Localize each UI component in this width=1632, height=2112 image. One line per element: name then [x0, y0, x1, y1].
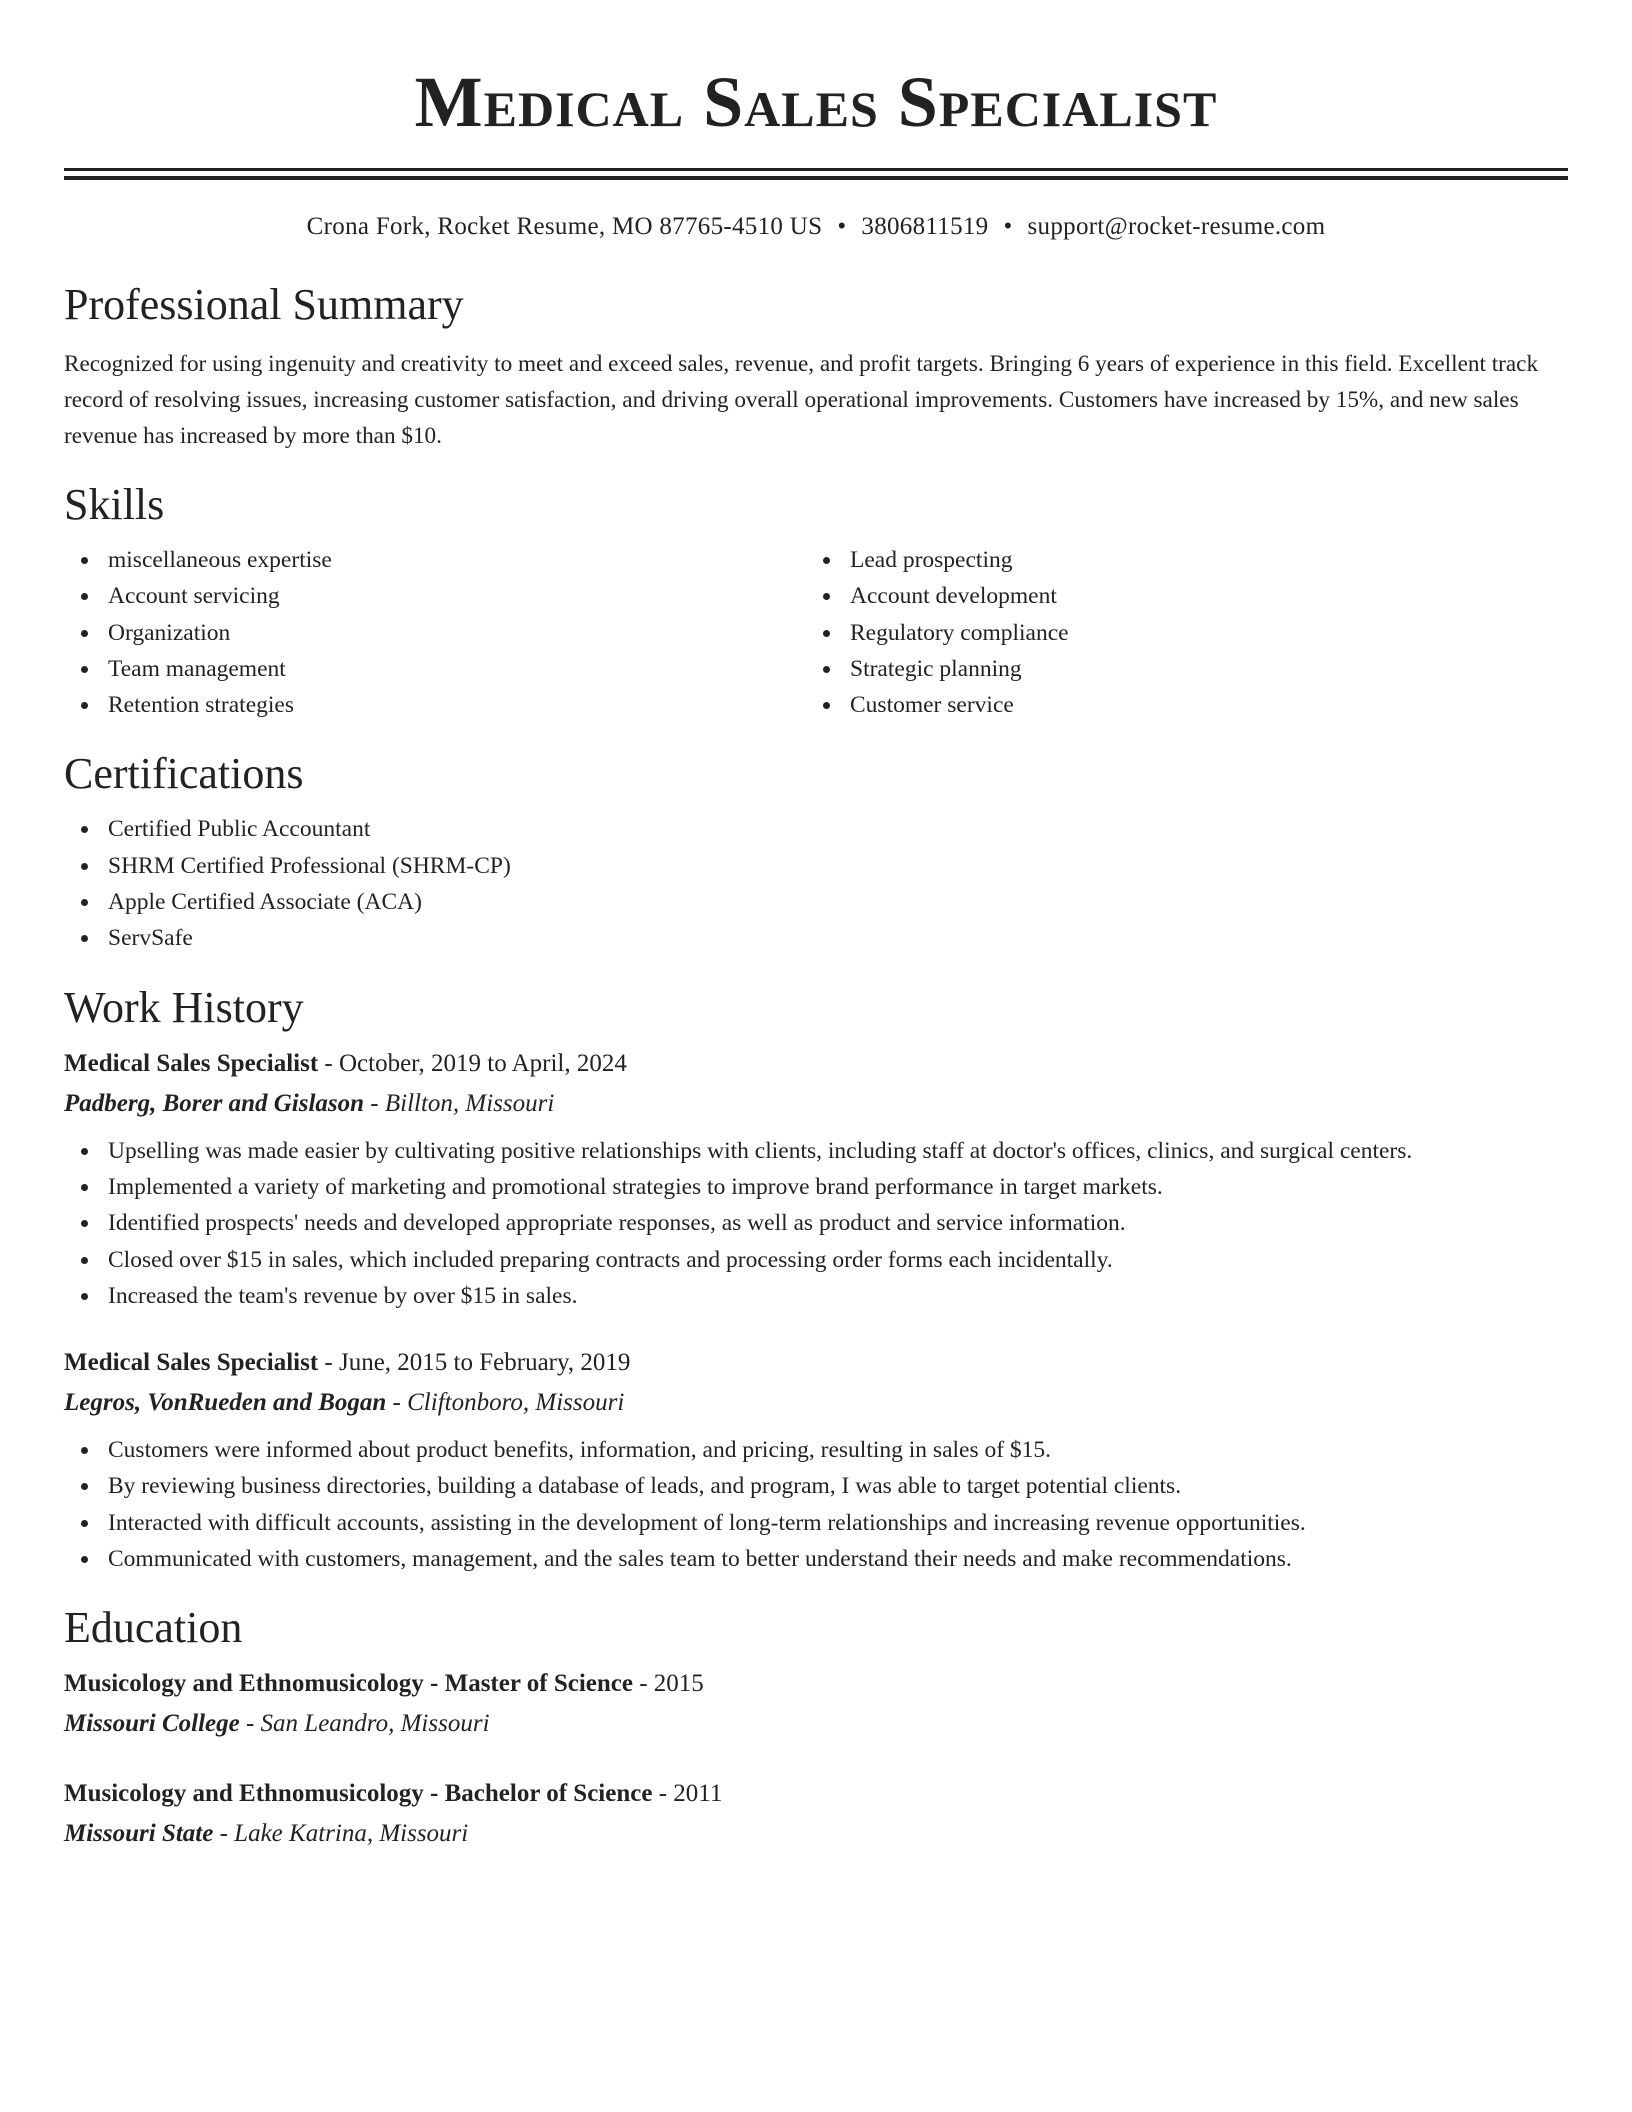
- bullet-icon: [823, 702, 830, 709]
- list-item: [64, 1242, 1568, 1278]
- job-entry: [64, 1049, 1568, 1314]
- job-bullets: [64, 1432, 1568, 1577]
- education-degree: Musicology and Ethnomusicology - Bachelor of Science: [64, 1780, 653, 1808]
- bullet-icon: [823, 593, 830, 600]
- education-year: - 2015: [632, 1670, 704, 1698]
- education-school-line: [64, 1819, 1568, 1849]
- list-item: [806, 578, 1548, 614]
- list-item: [64, 884, 1568, 920]
- list-item: [64, 651, 806, 687]
- education-entry: [64, 1669, 1568, 1739]
- job-bullet-text: Closed over $15 in sales, which included preparing contracts and processing order forms each incidentally.: [108, 1246, 1113, 1273]
- work-history-section: [64, 983, 1568, 1578]
- section-heading-education: Education: [64, 1603, 243, 1653]
- job-company: Legros, VonRueden and Bogan: [64, 1389, 387, 1417]
- job-bullet-text: Identified prospects' needs and developed appropriate responses, as well as product and service information.: [108, 1210, 1126, 1237]
- list-item: [64, 578, 806, 614]
- section-heading-summary: Professional Summary: [64, 280, 464, 329]
- list-item: [64, 1133, 1568, 1169]
- job-dates: - October, 2019 to April, 2024: [318, 1049, 627, 1077]
- title-divider: [64, 168, 1568, 180]
- resume-title: Medical Sales Specialist: [414, 62, 1218, 142]
- contact-email: support@rocket-resume.com: [1027, 213, 1326, 240]
- skills-list-left: [64, 542, 806, 723]
- summary-section: [64, 280, 1568, 454]
- education-school: Missouri State: [64, 1820, 214, 1848]
- job-dates: - June, 2015 to February, 2019: [318, 1349, 631, 1377]
- job-company: Padberg, Borer and Gislason: [64, 1089, 365, 1117]
- skills-column-right: [806, 542, 1548, 723]
- job-bullet-text: Communicated with customers, management, and the sales team to better understand their needs and make recommendations.: [108, 1546, 1292, 1573]
- skill-label: Retention strategies: [108, 692, 294, 719]
- education-school-line: [64, 1709, 1568, 1739]
- bullet-icon: [81, 1447, 88, 1454]
- contact-line: [64, 212, 1568, 242]
- list-item: [806, 542, 1548, 578]
- list-item: [64, 1278, 1568, 1314]
- list-item: [64, 687, 806, 723]
- list-item: [64, 1505, 1568, 1541]
- job-bullet-text: Interacted with difficult accounts, assisting in the development of long-term relationships and increasing revenue opportunities.: [108, 1509, 1306, 1536]
- list-item: [64, 1169, 1568, 1205]
- job-company-line: [64, 1388, 1568, 1418]
- job-location: - Billton, Missouri: [364, 1089, 555, 1117]
- job-bullet-text: Upselling was made easier by cultivating positive relationships with clients, including staff at doctor's offices, clinics, and surgical centers.: [108, 1137, 1413, 1164]
- education-degree-line: [64, 1669, 1568, 1699]
- education-section: [64, 1603, 1568, 1849]
- education-degree: Musicology and Ethnomusicology - Master of Science: [64, 1670, 633, 1698]
- job-company-line: [64, 1089, 1568, 1119]
- bullet-icon: [81, 826, 88, 833]
- bullet-icon: [81, 1520, 88, 1527]
- list-item: [64, 1468, 1568, 1504]
- job-location: - Cliftonboro, Missouri: [386, 1389, 625, 1417]
- job-bullets: [64, 1133, 1568, 1314]
- contact-phone: 3806811519: [861, 213, 989, 240]
- skill-label: Team management: [108, 655, 286, 682]
- bullet-icon: [823, 630, 830, 637]
- section-heading-certifications: Certifications: [64, 749, 304, 799]
- certifications-list: [64, 811, 1568, 956]
- education-location: - San Leandro, Missouri: [239, 1710, 490, 1738]
- certification-label: Certified Public Accountant: [108, 816, 371, 843]
- skill-label: Customer service: [850, 692, 1014, 719]
- certification-label: ServSafe: [108, 925, 193, 952]
- list-item: [64, 542, 806, 578]
- skill-label: Organization: [108, 619, 231, 646]
- skills-section: [64, 480, 1568, 723]
- list-item: [64, 848, 1568, 884]
- education-school: Missouri College: [64, 1710, 240, 1738]
- contact-address: Crona Fork, Rocket Resume, MO 87765-4510 US: [306, 213, 823, 240]
- job-bullet-text: Increased the team's revenue by over $15 in sales.: [108, 1282, 578, 1309]
- skill-label: miscellaneous expertise: [108, 547, 332, 573]
- bullet-icon: [81, 1220, 88, 1227]
- job-role: Medical Sales Specialist: [64, 1049, 319, 1077]
- skill-label: Lead prospecting: [850, 547, 1013, 573]
- education-location: - Lake Katrina, Missouri: [213, 1820, 469, 1848]
- list-item: [64, 615, 806, 651]
- bullet-icon: [81, 899, 88, 906]
- certifications-section: [64, 749, 1568, 956]
- bullet-icon: [81, 1483, 88, 1490]
- skills-list-right: [806, 542, 1548, 723]
- education-year: - 2011: [652, 1780, 723, 1808]
- certification-label: SHRM Certified Professional (SHRM-CP): [108, 852, 511, 879]
- job-role: Medical Sales Specialist: [64, 1349, 319, 1377]
- skills-column-left: [64, 542, 806, 723]
- education-entry: [64, 1779, 1568, 1849]
- list-item: [64, 1541, 1568, 1577]
- list-item: [806, 687, 1548, 723]
- bullet-icon: [81, 1556, 88, 1563]
- bullet-icon: [81, 593, 88, 600]
- bullet-icon: [823, 557, 830, 564]
- job-title-line: [64, 1348, 1568, 1378]
- contact-separator: •: [1003, 213, 1013, 240]
- list-item: [64, 920, 1568, 956]
- list-item: [806, 615, 1548, 651]
- bullet-icon: [81, 863, 88, 870]
- section-heading-skills: Skills: [64, 480, 165, 529]
- skill-label: Account development: [850, 583, 1057, 610]
- job-entry: [64, 1348, 1568, 1577]
- bullet-icon: [81, 1293, 88, 1300]
- bullet-icon: [81, 1148, 88, 1155]
- list-item: [64, 1205, 1568, 1241]
- contact-separator: •: [837, 213, 847, 240]
- summary-text: Recognized for using ingenuity and creativity to meet and exceed sales, revenue, and profit targets. Bringing 6 years of experience in this field. Excellent track record of resolving issues, increasing customer satisfaction, and driving overall operational improvements. Customers have increased by 15%, and new sales revenue has increased by more than $10.: [64, 351, 1539, 449]
- list-item: [64, 1432, 1568, 1468]
- bullet-icon: [81, 630, 88, 637]
- bullet-icon: [81, 557, 88, 564]
- list-item: [806, 651, 1548, 687]
- bullet-icon: [823, 666, 830, 673]
- skill-label: Strategic planning: [850, 655, 1022, 682]
- certification-label: Apple Certified Associate (ACA): [108, 889, 422, 916]
- bullet-icon: [81, 1184, 88, 1191]
- section-heading-work-history: Work History: [64, 982, 304, 1032]
- skill-label: Regulatory compliance: [850, 619, 1069, 646]
- bullet-icon: [81, 702, 88, 709]
- bullet-icon: [81, 666, 88, 673]
- list-item: [64, 811, 1568, 847]
- bullet-icon: [81, 1257, 88, 1264]
- job-title-line: [64, 1049, 1568, 1079]
- job-bullet-text: By reviewing business directories, building a database of leads, and program, I was able to target potential clients.: [108, 1473, 1182, 1500]
- resume-page: [64, 0, 1568, 1849]
- job-bullet-text: Implemented a variety of marketing and promotional strategies to improve brand performance in target markets.: [108, 1173, 1163, 1200]
- skill-label: Account servicing: [108, 583, 280, 610]
- education-degree-line: [64, 1779, 1568, 1809]
- job-bullet-text: Customers were informed about product benefits, information, and pricing, resulting in sales of $15.: [108, 1437, 1052, 1464]
- bullet-icon: [81, 935, 88, 942]
- skills-grid: [64, 542, 1568, 723]
